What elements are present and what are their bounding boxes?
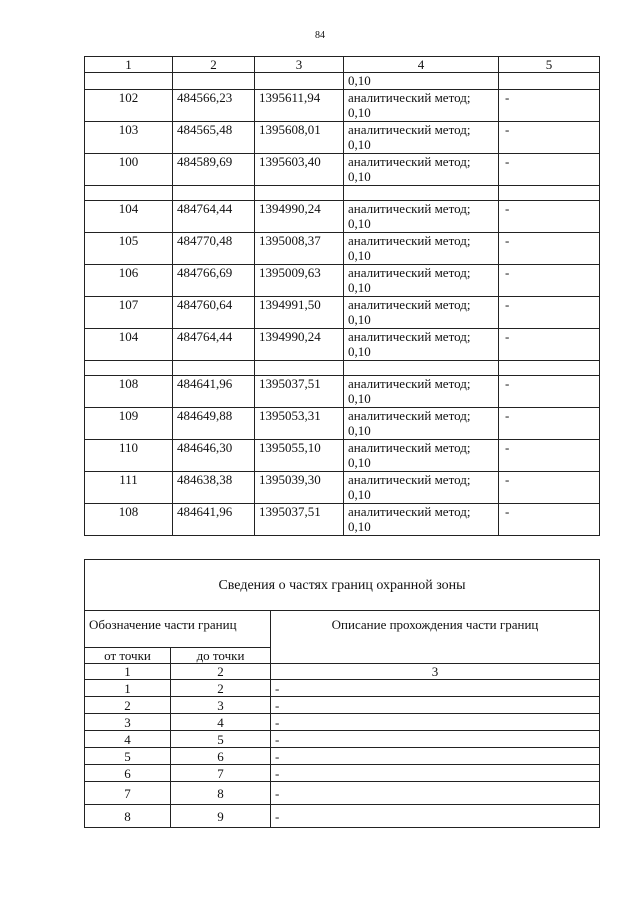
method-text: аналитический метод; — [348, 504, 471, 519]
x-coordinate-cell: 484646,30 — [173, 440, 255, 472]
note-cell: - — [499, 440, 600, 472]
note-cell: - — [499, 376, 600, 408]
column-number: 1 — [85, 57, 173, 73]
x-coordinate-cell: 484766,69 — [173, 265, 255, 297]
note-cell: - — [499, 154, 600, 186]
boundary-part-row — [85, 697, 600, 714]
y-coordinate-cell: 1395608,01 — [255, 122, 344, 154]
to-point-cell: 5 — [171, 731, 271, 748]
x-coordinate-cell: 484764,44 — [173, 329, 255, 361]
y-coordinate-cell: 1395037,51 — [255, 376, 344, 408]
y-coordinate-cell: 1394990,24 — [255, 329, 344, 361]
boundary-part-row — [85, 805, 600, 828]
x-coordinate-cell: 484641,96 — [173, 504, 255, 536]
accuracy-text: 0,10 — [348, 105, 371, 120]
note-cell: - — [499, 122, 600, 154]
note-cell: - — [499, 297, 600, 329]
to-point-cell: 8 — [171, 782, 271, 805]
accuracy-text: 0,10 — [348, 169, 371, 184]
x-coordinate-cell: 484764,44 — [173, 201, 255, 233]
point-number-cell: 103 — [85, 122, 173, 154]
from-point-cell: 2 — [85, 697, 171, 714]
column-number: 3 — [271, 664, 600, 680]
method-text: аналитический метод; — [348, 329, 471, 344]
coordinate-row — [85, 297, 600, 329]
description-cell: - — [271, 782, 600, 805]
x-coordinate-cell: 484770,48 — [173, 233, 255, 265]
method-cell — [344, 440, 499, 472]
note-cell: - — [499, 265, 600, 297]
from-point-cell: 3 — [85, 714, 171, 731]
column-number: 3 — [255, 57, 344, 73]
method-cell — [344, 201, 499, 233]
description-cell: - — [271, 748, 600, 765]
point-number-cell: 104 — [85, 329, 173, 361]
coordinate-row — [85, 233, 600, 265]
y-coordinate-cell: 1395039,30 — [255, 472, 344, 504]
accuracy-text: 0,10 — [348, 280, 371, 295]
method-cell — [344, 297, 499, 329]
note-cell: - — [499, 90, 600, 122]
description-cell: - — [271, 731, 600, 748]
boundary-part-row — [85, 731, 600, 748]
point-number-cell: 108 — [85, 504, 173, 536]
to-point-header: до точки — [171, 648, 271, 664]
accuracy-text: 0,10 — [348, 519, 371, 534]
page-number: 84 — [315, 30, 325, 41]
boundary-part-row — [85, 765, 600, 782]
from-point-header: от точки — [85, 648, 171, 664]
coordinate-row — [85, 154, 600, 186]
method-cell — [344, 233, 499, 265]
boundary-part-row — [85, 748, 600, 765]
method-cell — [344, 122, 499, 154]
accuracy-text: 0,10 — [348, 312, 371, 327]
y-coordinate-cell: 1395611,94 — [255, 90, 344, 122]
from-point-cell: 4 — [85, 731, 171, 748]
accuracy-text: 0,10 — [348, 487, 371, 502]
point-number-cell: 110 — [85, 440, 173, 472]
method-text: аналитический метод; — [348, 154, 471, 169]
point-number-cell: 104 — [85, 201, 173, 233]
boundary-part-row — [85, 714, 600, 731]
coordinates-table — [84, 56, 600, 536]
coordinate-row — [85, 376, 600, 408]
point-number-cell: 107 — [85, 297, 173, 329]
note-cell: - — [499, 329, 600, 361]
point-number-cell: 111 — [85, 472, 173, 504]
method-cell — [344, 376, 499, 408]
method-text: аналитический метод; — [348, 233, 471, 248]
from-point-cell: 5 — [85, 748, 171, 765]
boundary-part-row — [85, 782, 600, 805]
point-number-cell: 100 — [85, 154, 173, 186]
method-text: аналитический метод; — [348, 472, 471, 487]
separator-row — [85, 186, 600, 201]
point-number-cell: 109 — [85, 408, 173, 440]
x-coordinate-cell: 484760,64 — [173, 297, 255, 329]
from-point-cell: 6 — [85, 765, 171, 782]
y-coordinate-cell: 1395603,40 — [255, 154, 344, 186]
coordinate-row — [85, 90, 600, 122]
accuracy-text: 0,10 — [348, 391, 371, 406]
method-cell — [344, 408, 499, 440]
description-header: Описание прохождения части границ — [271, 611, 600, 664]
y-coordinate-cell: 1394991,50 — [255, 297, 344, 329]
y-coordinate-cell: 1394990,24 — [255, 201, 344, 233]
to-point-cell: 3 — [171, 697, 271, 714]
coordinate-row — [85, 329, 600, 361]
column-number: 2 — [173, 57, 255, 73]
x-coordinate-cell: 484566,23 — [173, 90, 255, 122]
method-cell — [344, 472, 499, 504]
from-point-cell: 1 — [85, 680, 171, 697]
x-coordinate-cell: 484641,96 — [173, 376, 255, 408]
section-title: Сведения о частях границ охранной зоны — [85, 560, 600, 611]
description-cell: - — [271, 714, 600, 731]
note-cell: - — [499, 408, 600, 440]
note-cell: - — [499, 233, 600, 265]
method-cell — [344, 265, 499, 297]
coordinate-row — [85, 265, 600, 297]
method-cell — [344, 504, 499, 536]
description-cell: - — [271, 805, 600, 828]
method-cell — [344, 329, 499, 361]
x-coordinate-cell: 484565,48 — [173, 122, 255, 154]
accuracy-text: 0,10 — [348, 423, 371, 438]
y-coordinate-cell: 1395008,37 — [255, 233, 344, 265]
column-number: 5 — [499, 57, 600, 73]
description-cell: - — [271, 765, 600, 782]
column-number: 2 — [171, 664, 271, 680]
y-coordinate-cell: 1395055,10 — [255, 440, 344, 472]
method-text: аналитический метод; — [348, 376, 471, 391]
coordinates-header-row — [85, 57, 600, 73]
x-coordinate-cell: 484649,88 — [173, 408, 255, 440]
accuracy-text: 0,10 — [348, 216, 371, 231]
boundary-part-row — [85, 680, 600, 697]
coordinate-row — [85, 122, 600, 154]
method-text: аналитический метод; — [348, 122, 471, 137]
coordinate-row — [85, 408, 600, 440]
point-number-cell: 105 — [85, 233, 173, 265]
accuracy-text: 0,10 — [348, 248, 371, 263]
to-point-cell: 2 — [171, 680, 271, 697]
method-text: аналитический метод; — [348, 440, 471, 455]
from-point-cell: 8 — [85, 805, 171, 828]
x-coordinate-cell: 484589,69 — [173, 154, 255, 186]
coordinate-row — [85, 201, 600, 233]
designation-header: Обозначение части границ — [85, 611, 271, 648]
coordinate-row — [85, 472, 600, 504]
to-point-cell: 6 — [171, 748, 271, 765]
method-cell — [344, 90, 499, 122]
method-text: аналитический метод; — [348, 265, 471, 280]
coordinate-row — [85, 440, 600, 472]
accuracy-cell: 0,10 — [344, 73, 499, 90]
y-coordinate-cell: 1395053,31 — [255, 408, 344, 440]
accuracy-text: 0,10 — [348, 344, 371, 359]
y-coordinate-cell: 1395009,63 — [255, 265, 344, 297]
y-coordinate-cell: 1395037,51 — [255, 504, 344, 536]
to-point-cell: 9 — [171, 805, 271, 828]
accuracy-text: 0,10 — [348, 137, 371, 152]
boundary-parts-table — [84, 559, 600, 828]
to-point-cell: 4 — [171, 714, 271, 731]
column-number: 1 — [85, 664, 171, 680]
description-cell: - — [271, 697, 600, 714]
x-coordinate-cell: 484638,38 — [173, 472, 255, 504]
method-text: аналитический метод; — [348, 297, 471, 312]
coordinate-row — [85, 504, 600, 536]
column-number: 4 — [344, 57, 499, 73]
note-cell: - — [499, 472, 600, 504]
from-point-cell: 7 — [85, 782, 171, 805]
point-number-cell: 102 — [85, 90, 173, 122]
method-text: аналитический метод; — [348, 201, 471, 216]
method-cell — [344, 154, 499, 186]
accuracy-text: 0,10 — [348, 455, 371, 470]
note-cell: - — [499, 504, 600, 536]
method-text: аналитический метод; — [348, 408, 471, 423]
to-point-cell: 7 — [171, 765, 271, 782]
continuation-row — [85, 73, 600, 90]
note-cell: - — [499, 201, 600, 233]
description-cell: - — [271, 680, 600, 697]
point-number-cell: 108 — [85, 376, 173, 408]
separator-row — [85, 361, 600, 376]
method-text: аналитический метод; — [348, 90, 471, 105]
column-number-row — [85, 664, 600, 680]
point-number-cell: 106 — [85, 265, 173, 297]
